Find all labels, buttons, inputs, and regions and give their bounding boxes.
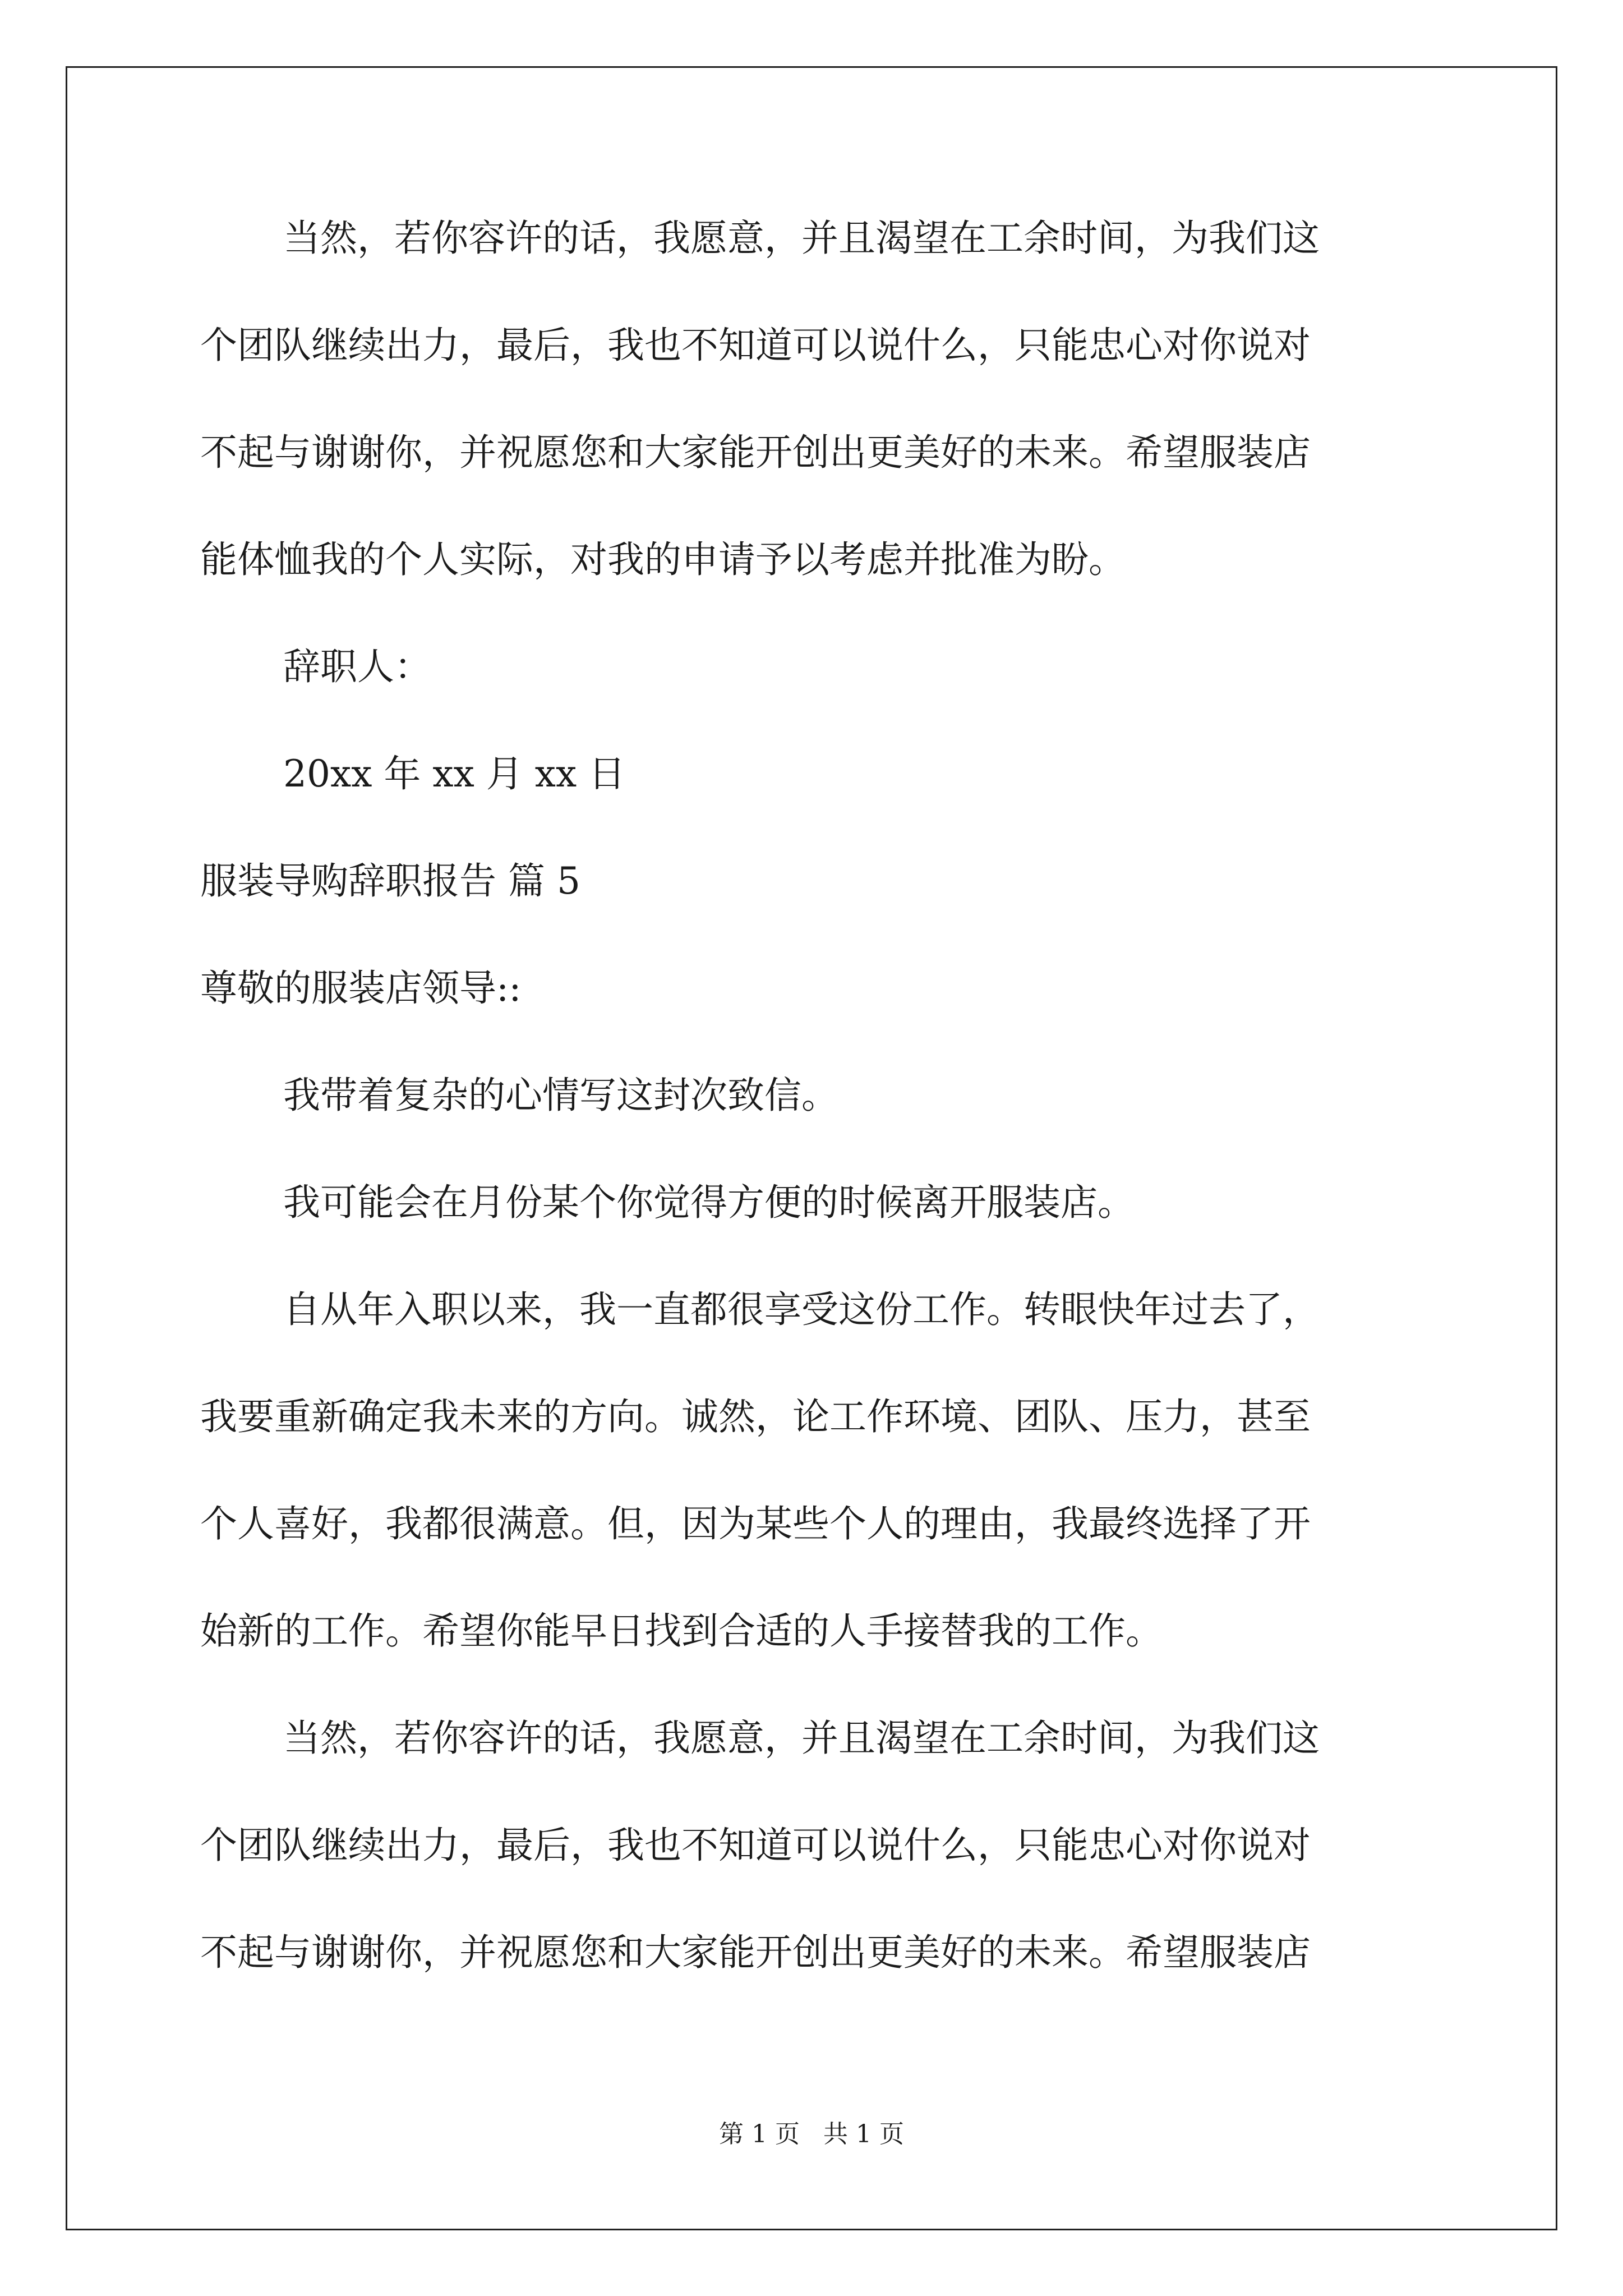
paragraph-line: 始新的工作。希望你能早日找到合适的人手接替我的工作。 bbox=[200, 1609, 1163, 1653]
page-border bbox=[66, 66, 1557, 2230]
paragraph-line: 不起与谢谢你，并祝愿您和大家能开创出更美好的未来。希望服装店 bbox=[200, 1931, 1311, 1974]
paragraph-line: 不起与谢谢你，并祝愿您和大家能开创出更美好的未来。希望服装店 bbox=[200, 431, 1311, 474]
paragraph-line: 能体恤我的个人实际，对我的申请予以考虑并批准为盼。 bbox=[200, 538, 1126, 581]
page-footer: 第 1 页 共 1 页 bbox=[719, 2120, 904, 2148]
paragraph-line: 个团队继续出力，最后，我也不知道可以说什么，只能忠心对你说对 bbox=[200, 324, 1311, 367]
signature-label: 辞职人： bbox=[283, 645, 431, 688]
paragraph-line: 我可能会在月份某个你觉得方便的时候离开服装店。 bbox=[283, 1181, 1135, 1224]
date-line: 20xx 年 xx 月 xx 日 bbox=[283, 752, 626, 795]
paragraph-line: 自从年入职以来，我一直都很享受这份工作。转眼快年过去了， bbox=[283, 1288, 1320, 1331]
paragraph-line: 个团队继续出力，最后，我也不知道可以说什么，只能忠心对你说对 bbox=[200, 1824, 1311, 1867]
paragraph-line: 当然，若你容许的话，我愿意，并且渴望在工余时间，为我们这 bbox=[283, 217, 1320, 260]
paragraph-line: 当然，若你容许的话，我愿意，并且渴望在工余时间，为我们这 bbox=[283, 1717, 1320, 1760]
salutation: 尊敬的服装店领导:: bbox=[200, 967, 522, 1010]
paragraph-line: 我带着复杂的心情写这封次致信。 bbox=[283, 1074, 838, 1117]
paragraph-line: 我要重新确定我未来的方向。诚然，论工作环境、团队、压力，甚至 bbox=[200, 1395, 1311, 1438]
section-heading: 服装导购辞职报告 篇 5 bbox=[200, 859, 580, 903]
paragraph-line: 个人喜好，我都很满意。但，因为某些个人的理由，我最终选择了开 bbox=[200, 1502, 1311, 1545]
